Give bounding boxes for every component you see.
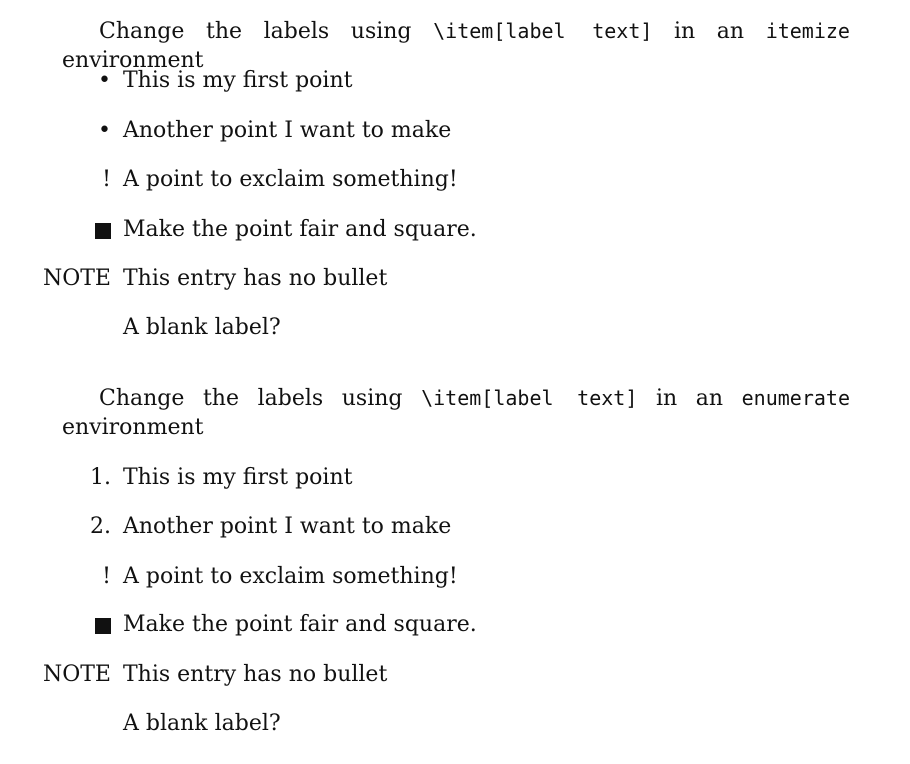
list-item-text: Make the point fair and square. [123, 217, 477, 242]
list-item-text: Another point I want to make [123, 118, 452, 143]
square-glyph [95, 618, 111, 634]
intro-text: in an [652, 19, 766, 44]
exclamation-label: ! [102, 167, 111, 192]
list-item-text: A blank label? [123, 711, 281, 736]
list-item-text: A point to exclaim something! [123, 167, 458, 192]
intro-text: environment [62, 48, 204, 73]
list-item [0, 264, 910, 294]
square-bullet-icon [95, 215, 111, 245]
list-item-text: This is my first point [123, 68, 353, 93]
inline-code: \item[label text] [421, 386, 638, 410]
enumerate-intro-paragraph [62, 384, 850, 442]
intro-text: environment [62, 415, 204, 440]
list-item-text: This entry has no bullet [123, 266, 388, 291]
list-item [0, 66, 910, 96]
list-item [0, 116, 910, 146]
note-label: NOTE [42, 662, 111, 687]
list-item-text: A blank label? [123, 315, 281, 340]
intro-text: Change the labels using [99, 19, 434, 44]
list-item [0, 610, 910, 640]
list-item [0, 215, 910, 245]
square-bullet-icon [95, 610, 111, 640]
list-item [0, 709, 910, 739]
inline-code: \item[label text] [433, 19, 653, 43]
list-item-text: A point to exclaim something! [123, 564, 458, 589]
list-item [0, 313, 910, 343]
intro-text: in an [637, 386, 742, 411]
list-item-text: Another point I want to make [123, 514, 452, 539]
inline-code: enumerate [741, 386, 850, 410]
list-item-text: This is my first point [123, 465, 353, 490]
exclamation-label: ! [102, 564, 111, 589]
list-item [0, 660, 910, 690]
list-item [0, 512, 910, 542]
list-item [0, 165, 910, 195]
square-glyph [95, 223, 111, 239]
bullet-label: • [98, 118, 111, 143]
bullet-label: • [98, 68, 111, 93]
list-item [0, 463, 910, 493]
intro-text: Change the labels using [99, 386, 422, 411]
note-label: NOTE [42, 266, 111, 291]
list-item-text: Make the point fair and square. [123, 612, 477, 637]
number-label: 2. [90, 514, 111, 539]
list-item-text: This entry has no bullet [123, 662, 388, 687]
inline-code: itemize [765, 19, 850, 43]
list-item [0, 562, 910, 592]
number-label: 1. [90, 465, 111, 490]
